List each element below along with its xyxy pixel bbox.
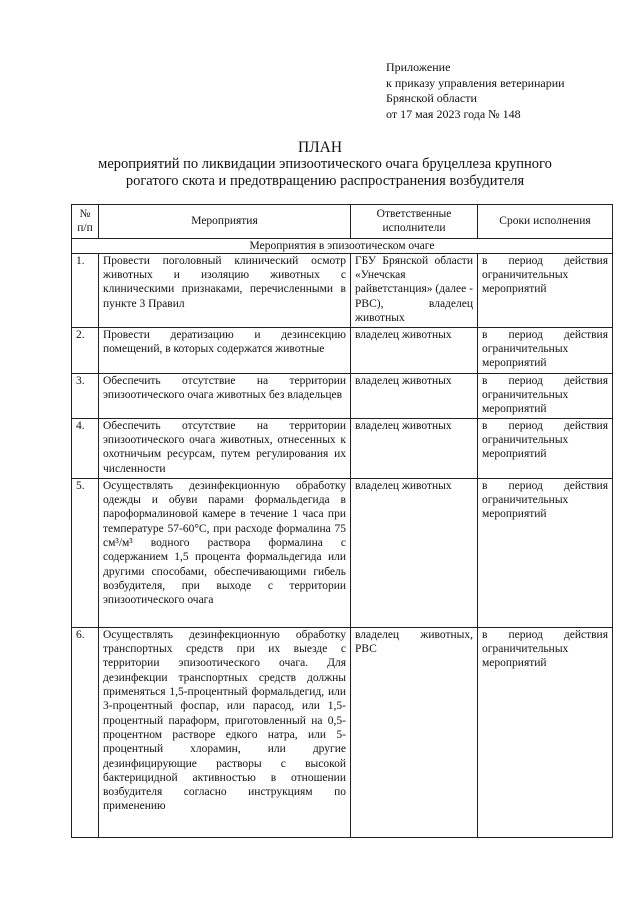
appendix-line: Брянской области: [386, 91, 477, 105]
table-row: [72, 373, 613, 418]
row-deadline: в период действия ограничительных мероприятий: [478, 253, 613, 327]
document-subtitle: мероприятий по ликвидации эпизоотического очага бруцеллеза крупного рогатого скота и предотвращению распространения возбудителя: [98, 156, 552, 189]
row-deadline: в период действия ограничительных мероприятий: [478, 478, 613, 627]
header-num: № п/п: [72, 205, 99, 239]
table-header-row: [72, 205, 613, 239]
section-row: [72, 238, 613, 253]
document-title: ПЛАН: [297, 139, 343, 156]
row-num: 2.: [72, 327, 99, 373]
row-num: 1.: [72, 253, 99, 327]
row-measure: Осуществлять дезинфекционную обработку транспортных средств при их выезде с территории эпизоотического очага. Для дезинфекции транспортных средств должны применяться 1,5-процентный формальдегид, или 3-процентный фоспар, или парасод, или 1,5-процентный параформ, приготовленный на 0,5-процентном растворе едкого натра, или 5-процентный хлорамин, или другие дезинфицирующие растворы с высокой бактерицидной активностью в отношении возбудителя согласно инструкциям по применению: [99, 627, 351, 837]
section-title: Мероприятия в эпизоотическом очаге: [72, 238, 613, 253]
table-row: [72, 627, 613, 837]
row-deadline: в период действия ограничительных мероприятий: [478, 373, 613, 418]
table-row: [72, 253, 613, 327]
table-row: [72, 478, 613, 627]
row-num: 5.: [72, 478, 99, 627]
row-measure: Обеспечить отсутствие на территории эпизоотического очага животных без владельцев: [99, 373, 351, 418]
appendix-block: [386, 60, 565, 122]
row-responsible: ГБУ Брянской области «Унечская райветстанция» (далее - РВС), владелец животных: [351, 253, 478, 327]
row-num: 6.: [72, 627, 99, 837]
table-row: [72, 418, 613, 478]
row-num: 4.: [72, 418, 99, 478]
appendix-line: Приложение: [386, 60, 451, 74]
row-responsible: владелец животных: [351, 418, 478, 478]
row-measure: Провести дератизацию и дезинсекцию помещений, в которых содержатся животные: [99, 327, 351, 373]
header-measure: Мероприятия: [99, 205, 351, 239]
table-row: [72, 327, 613, 373]
row-measure: Обеспечить отсутствие на территории эпизоотического очага животных, отнесенных к охотничьим ресурсам, путем регулирования их численности: [99, 418, 351, 478]
row-deadline: в период действия ограничительных мероприятий: [478, 327, 613, 373]
row-responsible: владелец животных, РВС: [351, 627, 478, 837]
measures-table: [71, 204, 613, 838]
row-deadline: в период действия ограничительных мероприятий: [478, 418, 613, 478]
row-responsible: владелец животных: [351, 327, 478, 373]
header-responsible: Ответственные исполнители: [351, 205, 478, 239]
row-num: 3.: [72, 373, 99, 418]
row-deadline: в период действия ограничительных мероприятий: [478, 627, 613, 837]
row-responsible: владелец животных: [351, 373, 478, 418]
row-measure: Осуществлять дезинфекционную обработку одежды и обуви парами формальдегида в пароформалиновой камере в течение 1 часа при температуре 57-60°С, при расходе формалина 75 см³/м³ водного раствора формалина с содержанием 1,5 процента формальдегида или другими способами, обеспечивающими гибель возбудителя, при выходе с территории эпизоотического очага: [99, 478, 351, 627]
appendix-line: к приказу управления ветеринарии: [386, 75, 565, 90]
row-measure: Провести поголовный клинический осмотр животных и изоляцию животных с клиническими признаками, перечисленными в пункте 3 Правил: [99, 253, 351, 327]
appendix-line: от 17 мая 2023 года № 148: [386, 106, 521, 121]
header-deadline: Сроки исполнения: [478, 205, 613, 239]
row-responsible: владелец животных: [351, 478, 478, 627]
